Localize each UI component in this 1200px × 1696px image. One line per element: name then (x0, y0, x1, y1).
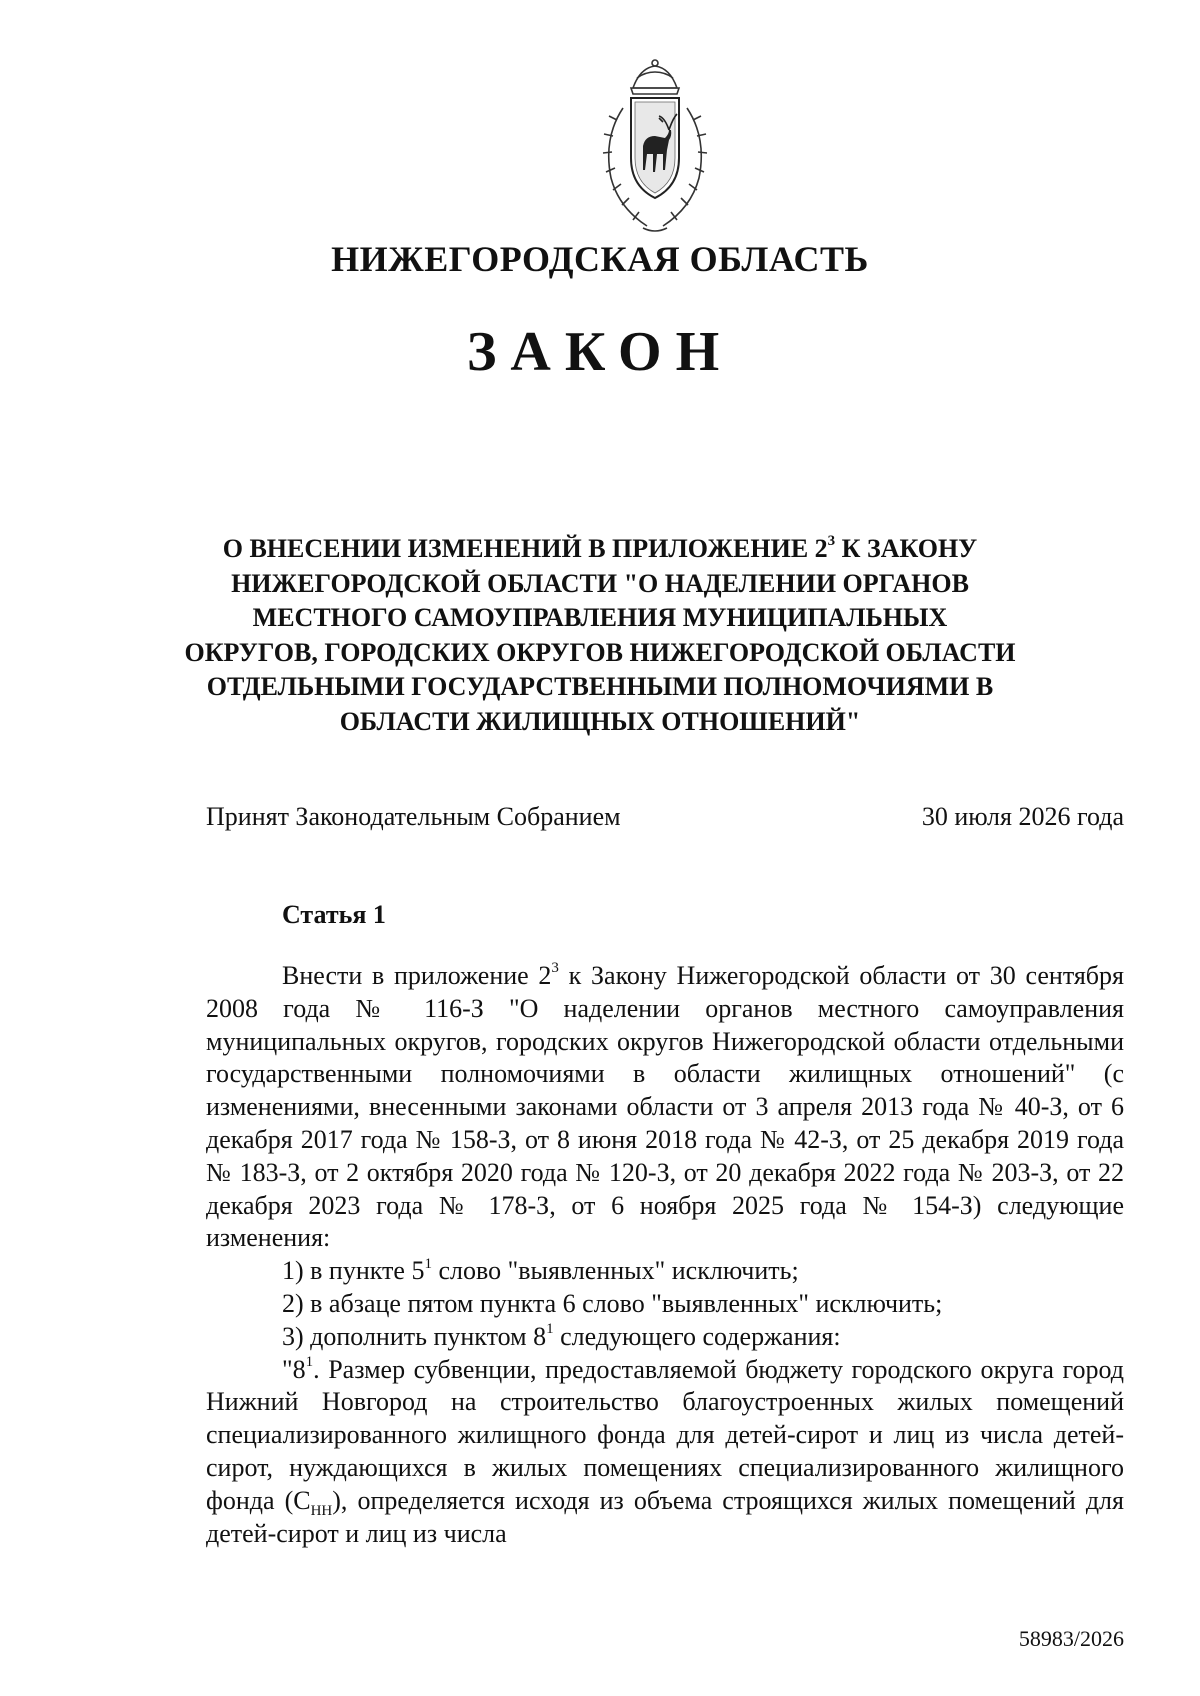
article-body (206, 960, 1124, 1550)
title-line: ОТДЕЛЬНЫМИ ГОСУДАРСТВЕННЫМИ ПОЛНОМОЧИЯМИ В (206, 672, 994, 701)
list-item: 1) в пункте $5^1$ слово "выявленных" исключить; (282, 1255, 799, 1286)
title-line: ОКРУГОВ, ГОРОДСКИХ ОКРУГОВ НИЖЕГОРОДСКОЙ ОБЛАСТИ (184, 637, 1016, 667)
article-heading: Статья 1 (282, 900, 386, 929)
adoption-date: 30 июля 2026 года (921, 802, 1124, 831)
title-line: НИЖЕГОРОДСКОЙ ОБЛАСТИ "О НАДЕЛЕНИИ ОРГАНОВ (231, 568, 969, 598)
registration-number: 58983/2026 (1018, 1626, 1124, 1651)
quoted-paragraph: "$8^1$. Размер субвенции, предоставляемой бюджету городского округа город Нижний Новгород на строительство благоустроенных жилых помещений специализированного жилищного фонда для детей-сирот и лиц из числа детей-сирот, нуждающихся в жилых помещениях специализированного жилищного фонда $(C_{НН})$, определяется исходя из объема строящихся жилых помещений для детей-сирот и лиц из числа (206, 1353, 1124, 1548)
law-title (180, 532, 1020, 739)
adopted-by-label: Принят Законодательным Собранием (206, 802, 621, 831)
list-item: 3) дополнить пунктом $8^1$ следующего содержания: (282, 1321, 841, 1351)
title-line: О ВНЕСЕНИИ ИЗМЕНЕНИЙ В ПРИЛОЖЕНИЕ $2^3$ К ЗАКОНУ (222, 533, 978, 563)
article-intro-paragraph: Внести в приложение $2^3$ к Закону Нижегородской области от 30 сентября 2008 года № 116-З "О наделении органов местного самоуправления муниципальных округов, городских округов Нижегородской области отдельными государственными полномочиями в области жилищных отношений" (с изменениями, внесенными законами области от 3 апреля 2013 года № 40-З, от 6 декабря 2017 года № 158-З, от 8 июня 2018 года № 42-З, от 25 декабря 2019 года № 183-З, от 2 октября 2020 года № 120-З, от 20 декабря 2022 года № 203-З, от 22 декабря 2023 года № 178-З, от 6 ноября 2025 года № 154-З) следующие изменения: (206, 960, 1124, 1253)
adoption-line (206, 802, 1124, 832)
document-type: ЗАКОН (466, 321, 734, 383)
title-line: ОБЛАСТИ ЖИЛИЩНЫХ ОТНОШЕНИЙ" (339, 706, 861, 736)
title-line: МЕСТНОГО САМОУПРАВЛЕНИЯ МУНИЦИПАЛЬНЫХ (252, 603, 948, 632)
list-item: 2) в абзаце пятом пункта 6 слово "выявленных" исключить; (282, 1288, 943, 1318)
nizhny-novgorod-coat-of-arms-icon (585, 58, 725, 238)
region-name: НИЖЕГОРОДСКАЯ ОБЛАСТЬ (331, 239, 869, 279)
